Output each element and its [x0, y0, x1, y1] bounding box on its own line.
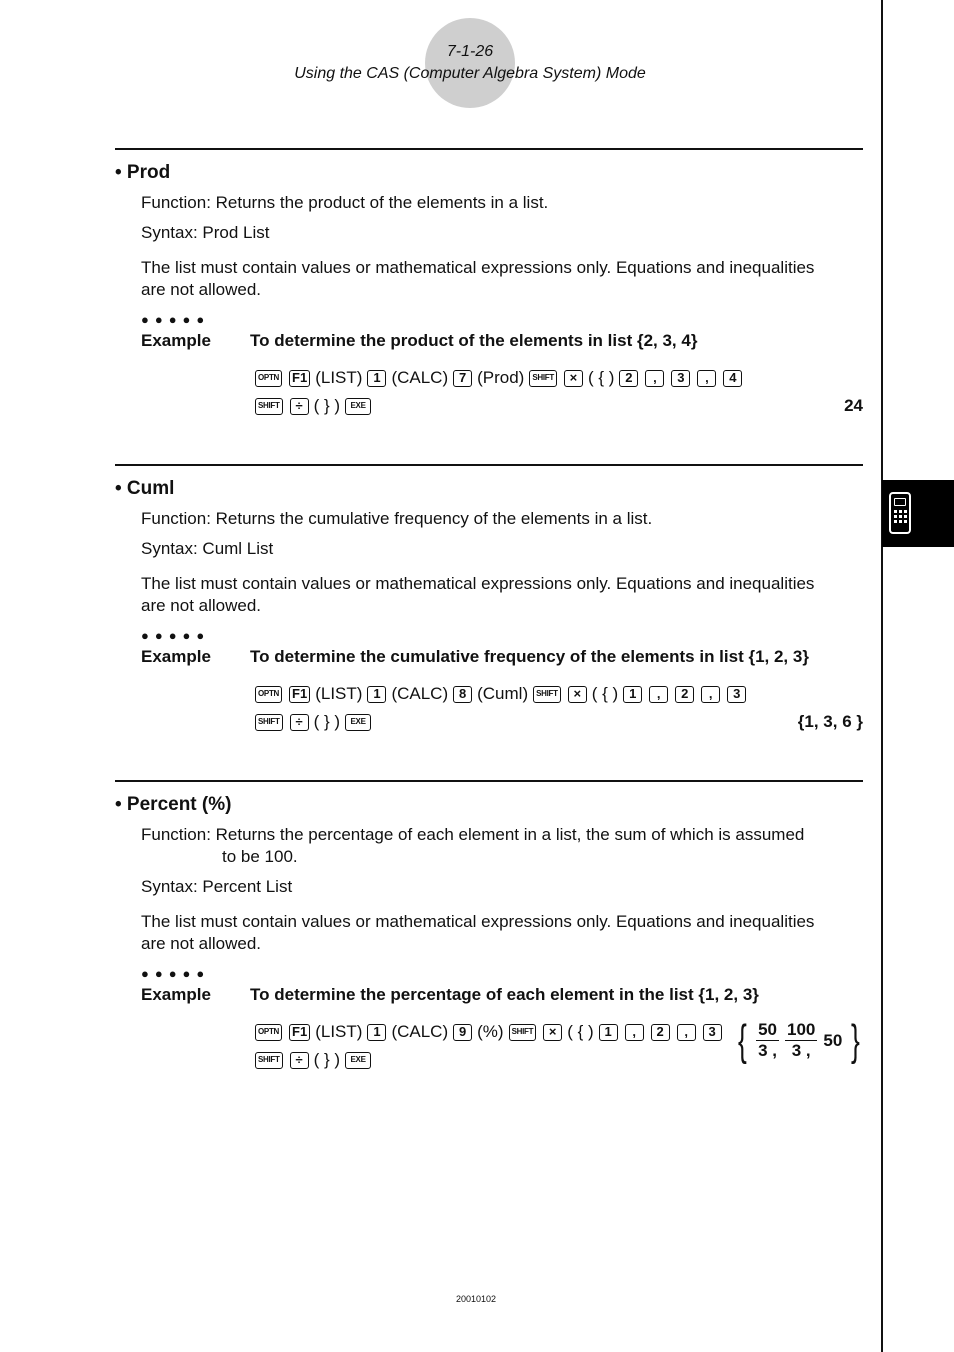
key-optn-icon: OPTN	[255, 1024, 282, 1041]
key-shift-icon: SHIFT	[509, 1024, 537, 1041]
key--icon: ×	[568, 686, 587, 703]
key--icon: ÷	[290, 1052, 309, 1069]
key-annotation: ( } )	[313, 1050, 341, 1069]
key-9-icon: 9	[453, 1024, 472, 1041]
section-title: • Percent (%)	[115, 794, 232, 815]
key-shift-icon: SHIFT	[255, 714, 283, 731]
numerator: 50	[758, 1020, 777, 1039]
fraction	[785, 1020, 817, 1061]
section-title: • Prod	[115, 162, 171, 183]
key-2-icon: 2	[651, 1024, 670, 1041]
function-line: to be 100.	[222, 847, 298, 866]
key-line	[253, 364, 863, 392]
example-label: Example	[141, 331, 211, 350]
key-exe-icon: EXE	[345, 714, 371, 731]
calculator-icon	[889, 492, 911, 534]
section-2	[115, 780, 863, 1074]
key-1-icon: 1	[367, 686, 386, 703]
example-text: To determine the cumulative frequency of the elements in list {1, 2, 3}	[250, 647, 809, 666]
function-line: Function: Returns the percentage of each element in a list, the sum of which is assumed	[141, 825, 805, 844]
key-annotation: ( { )	[567, 1022, 594, 1041]
brace-open: {	[738, 1015, 748, 1065]
key-annotation: (LIST)	[315, 684, 363, 703]
key-3-icon: 3	[703, 1024, 722, 1041]
key-exe-icon: EXE	[345, 1052, 371, 1069]
footer-code: 20010102	[455, 1294, 497, 1304]
key-1-icon: 1	[367, 1024, 386, 1041]
denominator: 3 ,	[758, 1041, 777, 1060]
result: {1, 3, 6 }	[797, 712, 863, 731]
margin-line	[881, 0, 883, 1352]
section-rule	[115, 464, 863, 466]
key-annotation: (CALC)	[391, 368, 449, 387]
note-line: are not allowed.	[141, 934, 262, 953]
key-shift-icon: SHIFT	[533, 686, 561, 703]
key--icon: ×	[543, 1024, 562, 1041]
note-line: The list must contain values or mathematical expressions only. Equations and inequalities	[141, 574, 815, 593]
key--icon: ,	[649, 686, 668, 703]
syntax: Syntax: Prod List	[141, 223, 270, 242]
key-7-icon: 7	[453, 370, 472, 387]
example-dots: ●●●●●	[141, 966, 211, 981]
note	[115, 257, 863, 301]
function-description	[115, 192, 863, 214]
key--icon: ,	[697, 370, 716, 387]
section-title: • Cuml	[115, 478, 175, 499]
key-annotation: ( } )	[313, 396, 341, 415]
result	[735, 1015, 863, 1065]
key-4-icon: 4	[723, 370, 742, 387]
key-line	[253, 708, 863, 736]
example-text: To determine the percentage of each element in the list {1, 2, 3}	[250, 985, 759, 1004]
numerator: 100	[787, 1020, 816, 1039]
result: 24	[844, 396, 863, 415]
key-annotation: (%)	[477, 1022, 504, 1041]
example-header	[115, 331, 863, 351]
section-0	[115, 148, 863, 420]
chapter-tab	[882, 480, 954, 547]
page-number: 7-1-26	[446, 43, 494, 60]
function-description	[115, 824, 863, 868]
syntax: Syntax: Cuml List	[141, 539, 274, 558]
key-annotation: (CALC)	[391, 684, 449, 703]
example-label: Example	[141, 647, 211, 666]
section-1	[115, 464, 863, 736]
note-line: The list must contain values or mathematical expressions only. Equations and inequalities	[141, 258, 815, 277]
key-line	[253, 680, 863, 708]
example-header	[115, 647, 863, 667]
key--icon: ,	[701, 686, 720, 703]
key--icon: ×	[564, 370, 583, 387]
key-2-icon: 2	[619, 370, 638, 387]
key-annotation: (CALC)	[391, 1022, 449, 1041]
function-line: Function: Returns the product of the elements in a list.	[141, 193, 549, 212]
key--icon: ,	[677, 1024, 696, 1041]
example-dots: ●●●●●	[141, 628, 211, 643]
key-annotation: ( { )	[587, 368, 615, 387]
function-line: Function: Returns the cumulative frequency of the elements in a list.	[141, 509, 653, 528]
section-rule	[115, 148, 863, 150]
denominator: 3 ,	[791, 1041, 811, 1060]
key-shift-icon: SHIFT	[255, 1052, 283, 1069]
key-line	[253, 392, 863, 420]
key-shift-icon: SHIFT	[255, 398, 283, 415]
note	[115, 573, 863, 617]
key-sequence	[253, 1015, 863, 1074]
key-annotation: ( } )	[313, 712, 341, 731]
key-1-icon: 1	[623, 686, 642, 703]
brace-close: }	[851, 1015, 861, 1065]
key-optn-icon: OPTN	[255, 370, 282, 387]
key-f1-icon: F1	[289, 370, 310, 387]
example-label: Example	[141, 985, 211, 1004]
example-dots: ●●●●●	[141, 312, 211, 327]
fraction	[756, 1020, 779, 1061]
note	[115, 911, 863, 955]
syntax: Syntax: Percent List	[141, 877, 293, 896]
example-text: To determine the product of the elements in list {2, 3, 4}	[250, 331, 698, 350]
key-1-icon: 1	[367, 370, 386, 387]
key-sequence	[253, 364, 863, 420]
note-line: are not allowed.	[141, 596, 262, 615]
page-number-badge	[425, 18, 515, 108]
key-f1-icon: F1	[289, 1024, 310, 1041]
key-annotation: (LIST)	[315, 368, 363, 387]
key-annotation: (Cuml)	[477, 684, 529, 703]
key-3-icon: 3	[727, 686, 746, 703]
key-3-icon: 3	[671, 370, 690, 387]
function-description	[115, 508, 863, 530]
key-2-icon: 2	[675, 686, 694, 703]
key-annotation: ( { )	[591, 684, 619, 703]
page-subtitle: Using the CAS (Computer Algebra System) Mode	[294, 65, 646, 82]
key--icon: ÷	[290, 398, 309, 415]
section-rule	[115, 780, 863, 782]
key-sequence	[253, 680, 863, 736]
example-header	[115, 985, 863, 1005]
key--icon: ÷	[290, 714, 309, 731]
note-line: The list must contain values or mathematical expressions only. Equations and inequalities	[141, 912, 815, 931]
key--icon: ,	[625, 1024, 644, 1041]
key-annotation: (LIST)	[315, 1022, 363, 1041]
key-annotation: (Prod)	[477, 368, 525, 387]
key-optn-icon: OPTN	[255, 686, 282, 703]
key-f1-icon: F1	[289, 686, 310, 703]
key--icon: ,	[645, 370, 664, 387]
result-value: 50	[823, 1030, 843, 1050]
key-8-icon: 8	[453, 686, 472, 703]
key-1-icon: 1	[599, 1024, 618, 1041]
key-exe-icon: EXE	[345, 398, 371, 415]
note-line: are not allowed.	[141, 280, 262, 299]
key-shift-icon: SHIFT	[529, 370, 557, 387]
